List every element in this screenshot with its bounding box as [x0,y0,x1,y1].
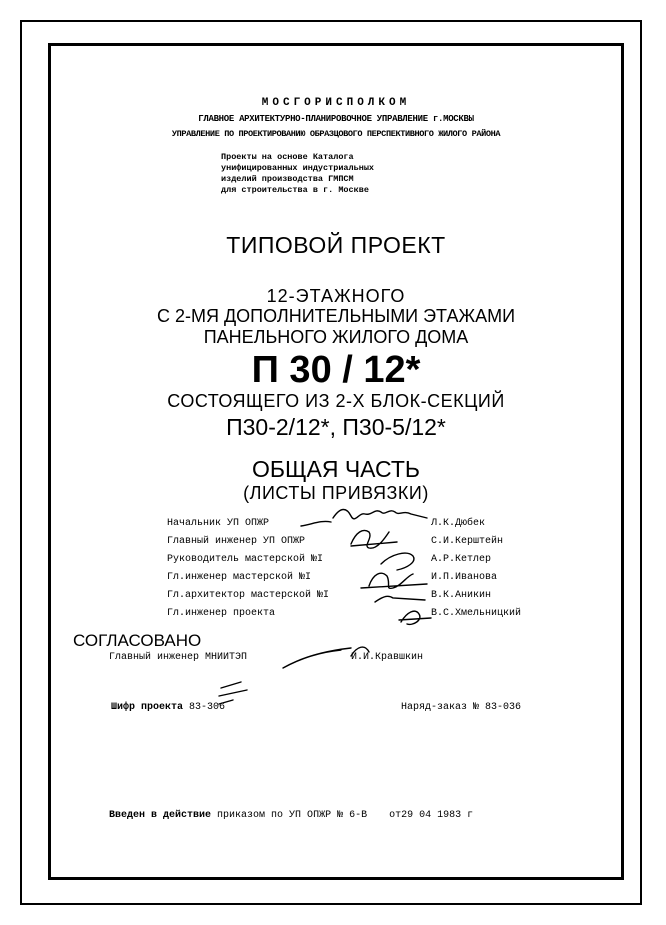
subtitle-line-2: С 2-МЯ ДОПОЛНИТЕЛЬНЫМИ ЭТАЖАМИ [156,306,516,326]
signature-mark [283,647,369,668]
signatory-role: Руководитель мастерской №I [167,554,324,565]
agreed-label: СОГЛАСОВАНО [73,631,202,650]
signatory-name: И.П.Иванова [431,572,498,583]
signature-mark [375,596,425,602]
catalog-line: для строительства в г. Москве [221,185,369,195]
signatory-role: Гл.архитектор мастерской №I [167,590,330,601]
sections-line: СОСТОЯЩЕГО ИЗ 2-Х БЛОК-СЕКЦИЙ [167,391,505,411]
signature-mark [219,682,247,704]
effective-label: Введен в действие [109,810,212,821]
signatory-name: Л.К.Дюбек [431,518,486,529]
project-number-label: Шифр проекта [111,702,184,713]
org-name: МОСГОРИСПОЛКОМ [261,97,411,109]
signature-mark [351,531,397,549]
project-code: П 30 / 12* [251,349,421,391]
part-subtitle: (ЛИСТЫ ПРИВЯЗКИ) [243,483,429,503]
signatory-role: Главный инженер УП ОПЖР [167,536,306,547]
signature-mark [399,611,431,624]
agreed-name: И.И.Кравшкин [351,652,424,663]
document-title: ТИПОВОЙ ПРОЕКТ [226,232,446,258]
part-title: ОБЩАЯ ЧАСТЬ [251,456,421,482]
handwritten-signatures [51,46,627,883]
agreed-role: Главный инженер МНИИТЭП [109,652,248,663]
inner-frame [48,43,624,880]
signatory-name: С.И.Керштейн [431,536,504,547]
signature-mark [301,510,427,527]
signatory-name: А.Р.Кетлер [431,554,492,565]
signatory-role: Начальник УП ОПЖР [167,518,270,529]
project-number-value: 83-306 [189,702,226,713]
effective-text: приказом по УП ОПЖР № 6-В [217,810,368,821]
catalog-line: изделий производства ГМПСМ [221,174,354,184]
signature-mark [381,553,414,570]
sections-codes: П30-2/12*, П30-5/12* [226,414,446,440]
order-number-value: 83-036 [485,702,522,713]
catalog-line: Проекты на основе Каталога [221,152,354,162]
department-line-2: УПРАВЛЕНИЕ ПО ПРОЕКТИРОВАНИЮ ОБРАЗЦОВОГО ПЕРСПЕКТИВНОГО ЖИЛОГО РАЙОНА [171,129,501,139]
department-line-1: ГЛАВНОЕ АРХИТЕКТУРНО-ПЛАНИРОВОЧНОЕ УПРАВЛЕНИЕ г.МОСКВЫ [198,114,474,124]
subtitle-line-1: 12-ЭТАЖНОГО [266,286,406,306]
order-number-label: Наряд-заказ № [401,702,480,713]
signatory-role: Гл.инженер мастерской №I [167,572,312,583]
effective-date: от29 04 1983 г [389,810,474,821]
signatory-role: Гл.инженер проекта [167,608,276,619]
subtitle-line-3: ПАНЕЛЬНОГО ЖИЛОГО ДОМА [203,327,469,347]
catalog-line: унифицированных индустриальных [221,163,375,173]
signature-mark [361,573,427,588]
signatory-name: В.К.Аникин [431,590,492,601]
signatory-name: В.С.Хмельницкий [431,608,522,619]
